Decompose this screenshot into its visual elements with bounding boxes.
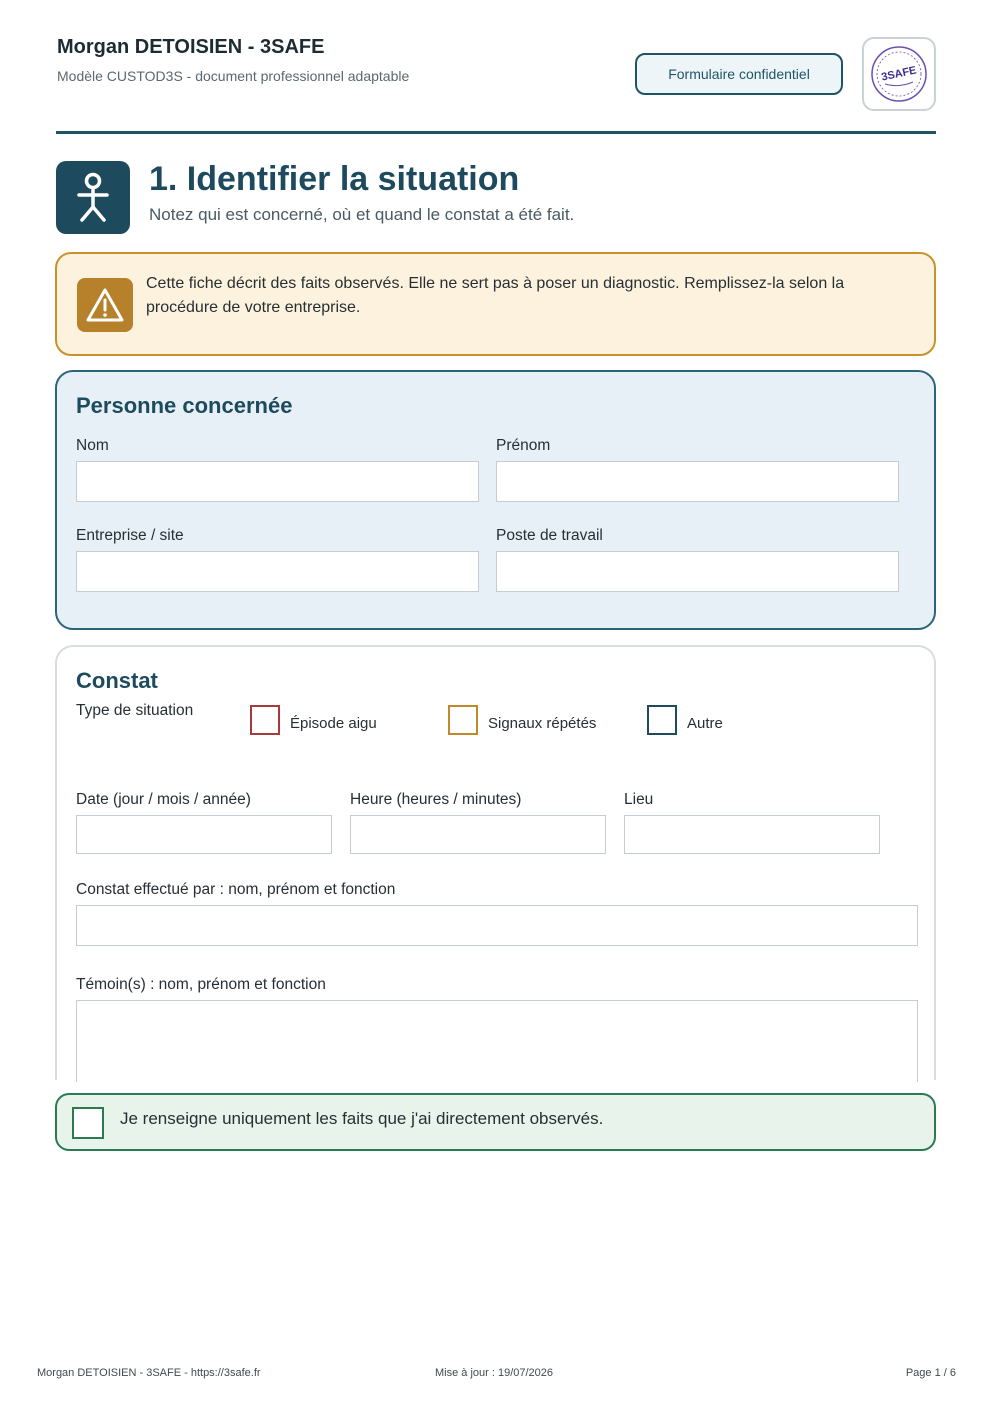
nom-field[interactable] — [76, 461, 479, 502]
entreprise-label: Entreprise / site — [76, 527, 184, 544]
option-episode-aigu-label: Épisode aigu — [290, 714, 377, 732]
footer-page-number: Page 1 / 6 — [905, 1367, 956, 1379]
document-author-title: Morgan DETOISIEN - 3SAFE — [57, 36, 325, 58]
attestation-checkbox[interactable] — [72, 1107, 104, 1139]
footer-update-date: Mise à jour : 19/07/2026 — [435, 1367, 554, 1379]
section-subtitle: Notez qui est concerné, où et quand le constat a été fait. — [149, 205, 575, 224]
lieu-label: Lieu — [624, 791, 654, 808]
document-subtitle: Modèle CUSTOD3S - document professionnel adaptable — [57, 68, 410, 84]
option-signaux-repetes-label: Signaux répétés — [488, 714, 597, 732]
entreprise-field[interactable] — [76, 551, 479, 592]
stamp-logo-icon — [869, 44, 929, 104]
option-autre-label: Autre — [687, 714, 723, 732]
header-divider — [56, 131, 936, 134]
heure-field[interactable] — [350, 815, 606, 854]
attestation-text: Je renseigne uniquement les faits que j'ai directement observés. — [120, 1109, 604, 1128]
constat-effectue-label: Constat effectué par : nom, prénom et fonction — [76, 881, 396, 898]
poste-field[interactable] — [496, 551, 899, 592]
checkbox-signaux-repetes[interactable] — [448, 705, 478, 735]
constat-effectue-field[interactable] — [76, 905, 918, 946]
warning-triangle-icon — [77, 278, 133, 332]
prenom-label: Prénom — [496, 437, 551, 454]
checkbox-autre[interactable] — [647, 705, 677, 735]
temoins-label: Témoin(s) : nom, prénom et fonction — [76, 976, 326, 993]
person-icon — [56, 161, 130, 234]
svg-text:3SAFE: 3SAFE — [880, 64, 918, 84]
footer-author: Morgan DETOISIEN - 3SAFE - https://3safe.fr — [37, 1367, 261, 1379]
temoins-field[interactable] — [76, 1000, 918, 1082]
person-card — [55, 370, 936, 630]
date-label: Date (jour / mois / année) — [76, 791, 251, 808]
option-autre[interactable] — [647, 705, 723, 735]
section-title: 1. Identifier la situation — [149, 160, 520, 198]
option-episode-aigu[interactable] — [250, 705, 377, 735]
option-signaux-repetes[interactable] — [448, 705, 596, 735]
person-card-title: Personne concernée — [76, 393, 293, 418]
attestation-box — [55, 1093, 936, 1151]
warning-notice — [55, 252, 936, 356]
constat-card-title: Constat — [76, 668, 158, 693]
heure-label: Heure (heures / minutes) — [350, 791, 522, 808]
company-logo — [862, 37, 936, 111]
constat-card — [55, 645, 936, 1080]
date-field[interactable] — [76, 815, 332, 854]
nom-label: Nom — [76, 437, 109, 454]
lieu-field[interactable] — [624, 815, 880, 854]
confidential-badge: Formulaire confidentiel — [635, 53, 843, 95]
prenom-field[interactable] — [496, 461, 899, 502]
checkbox-episode-aigu[interactable] — [250, 705, 280, 735]
type-situation-label: Type de situation — [76, 702, 194, 719]
warning-text: Cette fiche décrit des faits observés. Elle ne sert pas à poser un diagnostic. Remplissez-la selon la procédure de votre entreprise. — [146, 275, 845, 316]
poste-label: Poste de travail — [496, 527, 603, 544]
